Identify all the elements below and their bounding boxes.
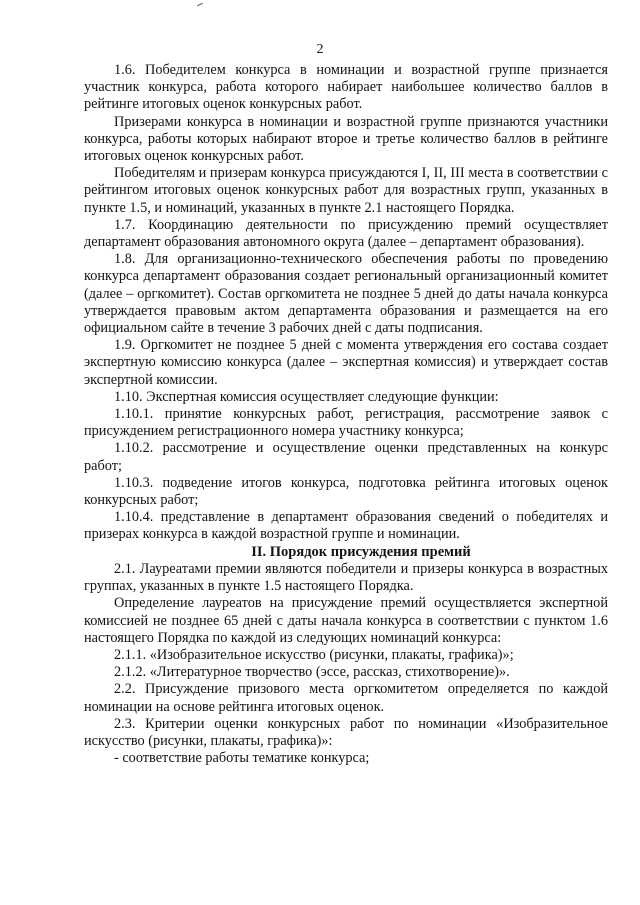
paragraph: 1.7. Координацию деятельности по присуждению премий осуществляет департамент образования автономного округа (далее – департамент образования). [84, 216, 608, 251]
paragraph: Призерами конкурса в номинации и возрастной группе признаются участники конкурса, работы которых набирают второе и третье количество баллов в рейтинге итоговых оценок конкурсных работ. [84, 113, 608, 165]
paragraph: 2.3. Критерии оценки конкурсных работ по номинации «Изобразительное искусство (рисунки, плакаты, графика)»: [84, 715, 608, 749]
paragraph: 1.10. Экспертная комиссия осуществляет следующие функции: [114, 388, 499, 405]
document-body [84, 62, 608, 767]
paragraph: Определение лауреатов на присуждение премий осуществляется экспертной комиссией не позднее 65 дней с даты начала конкурса в соответствии с пунктом 1.6 настоящего Порядка по каждой из следующих номинаций конкурса: [84, 595, 608, 646]
paragraph: 1.10.2. рассмотрение и осуществление оценки представленных на конкурс работ; [84, 440, 608, 474]
paragraph: 2.1.1. «Изобразительное искусство (рисунки, плакаты, графика)»; [114, 646, 514, 663]
paragraph: 1.6. Победителем конкурса в номинации и возрастной группе признается участник конкурса, работа которого набирает наибольшее количество баллов в рейтинге итоговых оценок конкурсных работ. [84, 62, 608, 113]
paragraph: 1.8. Для организационно-технического обеспечения работы по проведению конкурса департамент образования создает региональный организационный комитет (далее – оргкомитет). Состав оргкомитета не позднее 5 дней до даты начала конкурса утверждается правовым актом департамента образования и размещается на его официальном сайте в течение 3 рабочих дней с даты подписания. [84, 251, 608, 337]
paragraph: 1.10.1. принятие конкурсных работ, регистрация, рассмотрение заявок с присуждением регистрационного номера участнику конкурса; [84, 406, 608, 440]
paragraph: 1.9. Оргкомитет не позднее 5 дней с момента утверждения его состава создает экспертную комиссию конкурса (далее – экспертная комиссия) и утверждает состав экспертной комиссии. [84, 337, 608, 388]
scan-mark [197, 3, 203, 6]
paragraph: Победителям и призерам конкурса присуждаются I, II, III места в соответствии с рейтингом итоговых оценок конкурсных работ для возрастных групп, указанных в пункте 1.5, и номинаций, указанных в пункте 2.1 настоящего Порядка. [84, 165, 608, 216]
section-heading: II. Порядок присуждения премий [251, 543, 471, 560]
paragraph: - соответствие работы тематике конкурса; [114, 750, 370, 767]
paragraph: 2.1.2. «Литературное творчество (эссе, рассказ, стихотворение)». [114, 664, 510, 681]
paragraph: 2.2. Присуждение призового места оргкомитетом определяется по каждой номинации на основе рейтинга итоговых оценок. [84, 681, 608, 715]
paragraph: 1.10.4. представление в департамент образования сведений о победителях и призерах конкурса в каждой возрастной группе и номинации. [84, 509, 608, 543]
paragraph: 1.10.3. подведение итогов конкурса, подготовка рейтинга итоговых оценок конкурсных работ; [84, 474, 608, 509]
paragraph: 2.1. Лауреатами премии являются победители и призеры конкурса в возрастных группах, указанных в пункте 1.5 настоящего Порядка. [84, 560, 608, 595]
page-number: 2 [316, 42, 324, 57]
